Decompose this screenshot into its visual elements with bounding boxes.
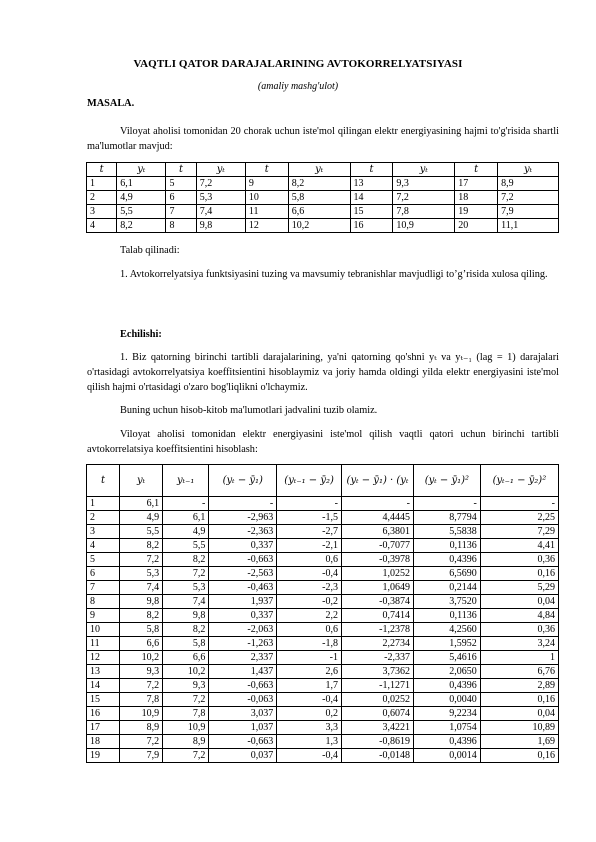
calculation-table-cell: 0,16 — [480, 693, 558, 707]
data-table-header-cell: t — [245, 163, 288, 177]
data-table-cell: 4,9 — [117, 191, 166, 205]
calculation-table-cell: 6,6 — [119, 637, 162, 651]
calculation-table-row — [87, 693, 559, 707]
data-table-cell: 8,2 — [288, 177, 350, 191]
calculation-table-cell: -0,4 — [277, 693, 342, 707]
calculation-table-cell: 1,437 — [209, 665, 277, 679]
calculation-table-cell: 7,8 — [119, 693, 162, 707]
calculation-table-cell: 8 — [87, 595, 120, 609]
calculation-table-header-cell: (yₜ − ȳ₁) · (yₜ — [342, 465, 414, 497]
calculation-table-cell: -0,3874 — [342, 595, 414, 609]
calculation-table-cell: 0,6074 — [342, 707, 414, 721]
data-table-cell: 4 — [87, 219, 117, 233]
calculation-table-cell: 7,2 — [163, 749, 209, 763]
data-table-cell: 14 — [350, 191, 393, 205]
calculation-table-cell: 6,6 — [163, 651, 209, 665]
calculation-table-cell: 2,25 — [480, 511, 558, 525]
calculation-table-row — [87, 609, 559, 623]
calculation-table-cell: 0,16 — [480, 567, 558, 581]
calculation-table-header-cell: (yₜ₋₁ − ȳ₂) — [277, 465, 342, 497]
calculation-table-cell: - — [277, 497, 342, 511]
calculation-table-cell: 6,1 — [119, 497, 162, 511]
calculation-table-cell: 4,4445 — [342, 511, 414, 525]
document-title: VAQTLI QATOR DARAJALARINING AVTOKORRELYATSIYASI — [133, 58, 463, 70]
data-table-header-cell: t — [350, 163, 393, 177]
calculation-table-cell: -0,7077 — [342, 539, 414, 553]
calculation-table-cell: 2,6 — [277, 665, 342, 679]
calculation-table-cell: 6,5690 — [413, 567, 480, 581]
calculation-table-cell: 5 — [87, 553, 120, 567]
calculation-table-cell: 8,2 — [119, 539, 162, 553]
calculation-table-header-cell: yₜ₋₁ — [163, 465, 209, 497]
calculation-table-cell: 7,4 — [163, 595, 209, 609]
calculation-table-cell: 9,8 — [163, 609, 209, 623]
calculation-table-cell: 5,5838 — [413, 525, 480, 539]
calculation-table-cell: -2,963 — [209, 511, 277, 525]
calculation-table-cell: 7,2 — [119, 735, 162, 749]
data-table-cell: 7,9 — [498, 205, 559, 219]
data-table-header-cell: yₜ — [288, 163, 350, 177]
calculation-table-cell: 3,3 — [277, 721, 342, 735]
data-table-cell: 8,9 — [498, 177, 559, 191]
calculation-table-cell: 14 — [87, 679, 120, 693]
calculation-table-cell: 0,337 — [209, 609, 277, 623]
calculation-table-cell: 3,4221 — [342, 721, 414, 735]
calculation-table-cell: 0,4396 — [413, 553, 480, 567]
calculation-table-row — [87, 637, 559, 651]
data-table-cell: 2 — [87, 191, 117, 205]
calculation-table-row — [87, 679, 559, 693]
calculation-table-cell: 6 — [87, 567, 120, 581]
calculation-table-cell: -1,5 — [277, 511, 342, 525]
calculation-table-cell: - — [163, 497, 209, 511]
data-table-header-cell: t — [455, 163, 498, 177]
calculation-table-cell: 8,2 — [119, 609, 162, 623]
calculation-table-cell: 7,29 — [480, 525, 558, 539]
data-table-cell: 11,1 — [498, 219, 559, 233]
calculation-table-cell: 1,7 — [277, 679, 342, 693]
calculation-table-row — [87, 749, 559, 763]
calculation-table-cell: 0,04 — [480, 595, 558, 609]
calculation-table-cell: -0,663 — [209, 735, 277, 749]
calculation-table-cell: 0,4396 — [413, 735, 480, 749]
calculation-table-row — [87, 651, 559, 665]
calculation-table-cell: 3,7520 — [413, 595, 480, 609]
calculation-table-header — [87, 465, 559, 497]
calculation-table-row — [87, 623, 559, 637]
calculation-table-row — [87, 539, 559, 553]
data-table-cell: 7,8 — [393, 205, 455, 219]
calculation-table-cell: 5,4616 — [413, 651, 480, 665]
calculation-table-cell: 0,2144 — [413, 581, 480, 595]
calculation-table-cell: -2,1 — [277, 539, 342, 553]
calculation-table-cell: 16 — [87, 707, 120, 721]
calculation-table-cell: 6,76 — [480, 665, 558, 679]
calculation-table-cell: 9 — [87, 609, 120, 623]
data-table-cell: 11 — [245, 205, 288, 219]
calculation-table-cell: -2,063 — [209, 623, 277, 637]
solution-paragraph-2: Buning uchun hisob-kitob ma'lumotlari jadvalini tuzib olamiz. — [120, 405, 378, 416]
calculation-table-cell: -2,7 — [277, 525, 342, 539]
calculation-table-row — [87, 511, 559, 525]
data-table-header-cell: t — [87, 163, 117, 177]
calculation-table-cell: -1,2378 — [342, 623, 414, 637]
calculation-table-header-cell: t — [87, 465, 120, 497]
data-table-cell: 16 — [350, 219, 393, 233]
calculation-table-cell: 2,2 — [277, 609, 342, 623]
calculation-table-cell: 0,4396 — [413, 679, 480, 693]
calculation-table-cell: -0,8619 — [342, 735, 414, 749]
calculation-table-cell: 3,24 — [480, 637, 558, 651]
calculation-table-cell: 3 — [87, 525, 120, 539]
data-table-cell: 6 — [166, 191, 196, 205]
calculation-table-row — [87, 497, 559, 511]
calculation-table-row — [87, 595, 559, 609]
calculation-table-cell: -2,3 — [277, 581, 342, 595]
calculation-table-cell: -2,363 — [209, 525, 277, 539]
calculation-table-cell: 8,9 — [163, 735, 209, 749]
calculation-table-cell: -0,0148 — [342, 749, 414, 763]
calculation-table-cell: -1,263 — [209, 637, 277, 651]
calculation-table-cell: 10,89 — [480, 721, 558, 735]
calculation-table-cell: 5,5 — [119, 525, 162, 539]
calculation-table-cell: 0,0252 — [342, 693, 414, 707]
calculation-table-cell: 7,9 — [119, 749, 162, 763]
calculation-table-cell: 0,6 — [277, 623, 342, 637]
calculation-table-cell: 0,0014 — [413, 749, 480, 763]
calculation-table-cell: 10,2 — [119, 651, 162, 665]
calculation-table-cell: 2,89 — [480, 679, 558, 693]
calculation-table-cell: 1,5952 — [413, 637, 480, 651]
calculation-table-cell: 5,8 — [163, 637, 209, 651]
data-table-cell: 6,6 — [288, 205, 350, 219]
calculation-table-cell: 8,2 — [163, 553, 209, 567]
data-table-cell: 9,3 — [393, 177, 455, 191]
talab-label: Talab qilinadi: — [120, 245, 180, 256]
calculation-table-cell: 1,69 — [480, 735, 558, 749]
calculation-table-cell: 6,3801 — [342, 525, 414, 539]
calculation-table-cell: 2,0650 — [413, 665, 480, 679]
calculation-table-cell: 4 — [87, 539, 120, 553]
calculation-table-cell: -1,8 — [277, 637, 342, 651]
calculation-table-cell: 15 — [87, 693, 120, 707]
data-table-row — [87, 219, 559, 233]
calculation-table-cell: -1,1271 — [342, 679, 414, 693]
calculation-table-cell: 18 — [87, 735, 120, 749]
data-table-cell: 7,4 — [196, 205, 245, 219]
data-table-cell: 8 — [166, 219, 196, 233]
calculation-table-cell: -0,663 — [209, 553, 277, 567]
calculation-table-cell: 1,0754 — [413, 721, 480, 735]
solution-heading: Echilishi: — [120, 329, 162, 340]
masala-heading: MASALA. — [87, 98, 135, 109]
calculation-table-row — [87, 665, 559, 679]
data-table-header-cell: yₜ — [196, 163, 245, 177]
data-table-cell: 19 — [455, 205, 498, 219]
calculation-table-row — [87, 525, 559, 539]
calculation-table-cell: 9,3 — [163, 679, 209, 693]
data-table-cell: 7 — [166, 205, 196, 219]
data-table-cell: 17 — [455, 177, 498, 191]
calculation-table-cell: 7,8 — [163, 707, 209, 721]
calculation-table-cell: 13 — [87, 665, 120, 679]
calculation-table-cell: 5,8 — [119, 623, 162, 637]
calculation-table-cell: - — [480, 497, 558, 511]
calculation-table-cell: 0,037 — [209, 749, 277, 763]
calculation-table-cell: 6,1 — [163, 511, 209, 525]
calculation-table-cell: - — [413, 497, 480, 511]
calculation-table-cell: 7,2 — [119, 679, 162, 693]
data-table-cell: 10,9 — [393, 219, 455, 233]
data-table-header-cell: t — [166, 163, 196, 177]
calculation-table-cell: 1 — [480, 651, 558, 665]
calculation-table-cell: 2 — [87, 511, 120, 525]
data-table-cell: 13 — [350, 177, 393, 191]
calculation-table-cell: 9,3 — [119, 665, 162, 679]
calculation-table-row — [87, 553, 559, 567]
calculation-table-cell: 7,2 — [163, 693, 209, 707]
calculation-table-cell: 5,5 — [163, 539, 209, 553]
calculation-table-cell: 3,7362 — [342, 665, 414, 679]
calculation-table-cell: 2,337 — [209, 651, 277, 665]
calculation-table-cell: 4,9 — [119, 511, 162, 525]
calculation-table-cell: 1,037 — [209, 721, 277, 735]
calculation-table-cell: -0,063 — [209, 693, 277, 707]
calculation-table-cell: - — [209, 497, 277, 511]
intro-paragraph: Viloyat aholisi tomonidan 20 chorak uchun iste'mol qilingan elektr energiyasining hajmi to'g'risida shartli ma'lumotlar mavjud: — [87, 126, 559, 153]
data-table-header-cell: yₜ — [117, 163, 166, 177]
calculation-table-cell: 5,29 — [480, 581, 558, 595]
data-table-cell: 7,2 — [393, 191, 455, 205]
calculation-table-cell: -1 — [277, 651, 342, 665]
calculation-table-cell: 8,7794 — [413, 511, 480, 525]
data-table-cell: 10 — [245, 191, 288, 205]
calculation-table-cell: 0,6 — [277, 553, 342, 567]
calculation-table-cell: 7,2 — [119, 553, 162, 567]
data-table-cell: 18 — [455, 191, 498, 205]
data-table-cell: 15 — [350, 205, 393, 219]
calculation-table-cell: 10,2 — [163, 665, 209, 679]
calculation-table-cell: 8,2 — [163, 623, 209, 637]
calculation-table-cell: 4,84 — [480, 609, 558, 623]
calculation-table-row — [87, 567, 559, 581]
calculation-table-cell: 1,3 — [277, 735, 342, 749]
calculation-table-cell: 0,16 — [480, 749, 558, 763]
calculation-table-cell: 0,36 — [480, 553, 558, 567]
calculation-table-cell: -0,4 — [277, 749, 342, 763]
data-table-cell: 5,8 — [288, 191, 350, 205]
data-table-row — [87, 191, 559, 205]
calculation-table-row — [87, 735, 559, 749]
data-table-header — [87, 163, 559, 177]
calculation-table-cell: - — [342, 497, 414, 511]
calculation-table-cell: 0,36 — [480, 623, 558, 637]
calculation-table-cell: 7,2 — [163, 567, 209, 581]
calculation-table-header-cell: (yₜ₋₁ − ȳ₂)² — [480, 465, 558, 497]
data-table-cell: 1 — [87, 177, 117, 191]
data-table-cell: 10,2 — [288, 219, 350, 233]
calculation-table-cell: -2,337 — [342, 651, 414, 665]
calculation-table-cell: 10,9 — [119, 707, 162, 721]
calculation-table-cell: 0,2 — [277, 707, 342, 721]
calculation-table-header-cell: (yₜ − ȳ₁)² — [413, 465, 480, 497]
data-table-row — [87, 205, 559, 219]
calculation-table-cell: -0,3978 — [342, 553, 414, 567]
data-table-cell: 7,2 — [498, 191, 559, 205]
calculation-table-cell: 11 — [87, 637, 120, 651]
calculation-table-cell: 3,037 — [209, 707, 277, 721]
calculation-table-cell: 0,7414 — [342, 609, 414, 623]
calculation-table-cell: 1,937 — [209, 595, 277, 609]
calculation-table-cell: 0,337 — [209, 539, 277, 553]
data-table-cell: 12 — [245, 219, 288, 233]
calculation-table-cell: 0,1136 — [413, 609, 480, 623]
data-table-cell: 7,2 — [196, 177, 245, 191]
calculation-table-cell: 19 — [87, 749, 120, 763]
data-table-header-cell: yₜ — [393, 163, 455, 177]
data-table-row — [87, 177, 559, 191]
calculation-table-cell: 7,4 — [119, 581, 162, 595]
data-table-cell: 20 — [455, 219, 498, 233]
calculation-table-cell: 5,3 — [163, 581, 209, 595]
calculation-table-cell: 1 — [87, 497, 120, 511]
calculation-table-cell: 0,04 — [480, 707, 558, 721]
calculation-table-cell: 10,9 — [163, 721, 209, 735]
calculation-table-cell: 5,3 — [119, 567, 162, 581]
calculation-table-cell: 1,0649 — [342, 581, 414, 595]
calculation-table-cell: 4,9 — [163, 525, 209, 539]
data-table-cell: 8,2 — [117, 219, 166, 233]
calculation-table-cell: 1,0252 — [342, 567, 414, 581]
calculation-table-row — [87, 721, 559, 735]
data-table — [86, 162, 559, 233]
calculation-table-cell: 10 — [87, 623, 120, 637]
calculation-table — [86, 464, 559, 763]
calculation-table-cell: -0,4 — [277, 567, 342, 581]
calculation-table-cell: -0,2 — [277, 595, 342, 609]
calculation-table-cell: -0,663 — [209, 679, 277, 693]
data-table-cell: 5,3 — [196, 191, 245, 205]
calculation-table-cell: 2,2734 — [342, 637, 414, 651]
document-subtitle: (amaliy mashg'ulot) — [257, 81, 339, 92]
calculation-table-cell: 9,2234 — [413, 707, 480, 721]
calculation-table-cell: 0,1136 — [413, 539, 480, 553]
calculation-table-cell: 7 — [87, 581, 120, 595]
calculation-table-cell: -2,563 — [209, 567, 277, 581]
calculation-table-header-cell: yₜ — [119, 465, 162, 497]
calculation-table-cell: -0,463 — [209, 581, 277, 595]
calculation-table-cell: 4,41 — [480, 539, 558, 553]
calculation-table-cell: 0,0040 — [413, 693, 480, 707]
data-table-cell: 5,5 — [117, 205, 166, 219]
data-table-cell: 9,8 — [196, 219, 245, 233]
data-table-cell: 6,1 — [117, 177, 166, 191]
solution-paragraph-1: 1. Biz qatorning birinchi tartibli darajalarining, ya'ni qatorning qo'shni yₜ va yₜ₋₁ (lag = 1) darajalari o'rtasidagi avtokorrelyatsiya koeffitsientini hisoblaymiz va joriy hamda oldingi yilda elektr energiyasini iste'mol qilish hajmi o'rtasidagi o'zaro bog'liqlikni o'lchaymiz. — [87, 352, 559, 394]
data-table-cell: 5 — [166, 177, 196, 191]
calculation-table-cell: 8,9 — [119, 721, 162, 735]
data-table-header-cell: yₜ — [498, 163, 559, 177]
data-table-cell: 9 — [245, 177, 288, 191]
calculation-table-cell: 9,8 — [119, 595, 162, 609]
calculation-table-cell: 12 — [87, 651, 120, 665]
solution-paragraph-3: Viloyat aholisi tomonidan elektr energiyasini iste'mol qilish vaqtli qatori uchun birinchi tartibli avtokorrelatsiya koeffitsientini hisoblash: — [87, 429, 559, 456]
task-1: 1. Avtokorrelyatsiya funktsiyasini tuzing va mavsumiy tebranishlar mavjudligi to’g’risida xulosa qiling. — [120, 269, 548, 280]
calculation-table-cell: 17 — [87, 721, 120, 735]
calculation-table-row — [87, 707, 559, 721]
calculation-table-cell: 4,2560 — [413, 623, 480, 637]
calculation-table-row — [87, 581, 559, 595]
data-table-cell: 3 — [87, 205, 117, 219]
calculation-table-header-cell: (yₜ − ȳ₁) — [209, 465, 277, 497]
